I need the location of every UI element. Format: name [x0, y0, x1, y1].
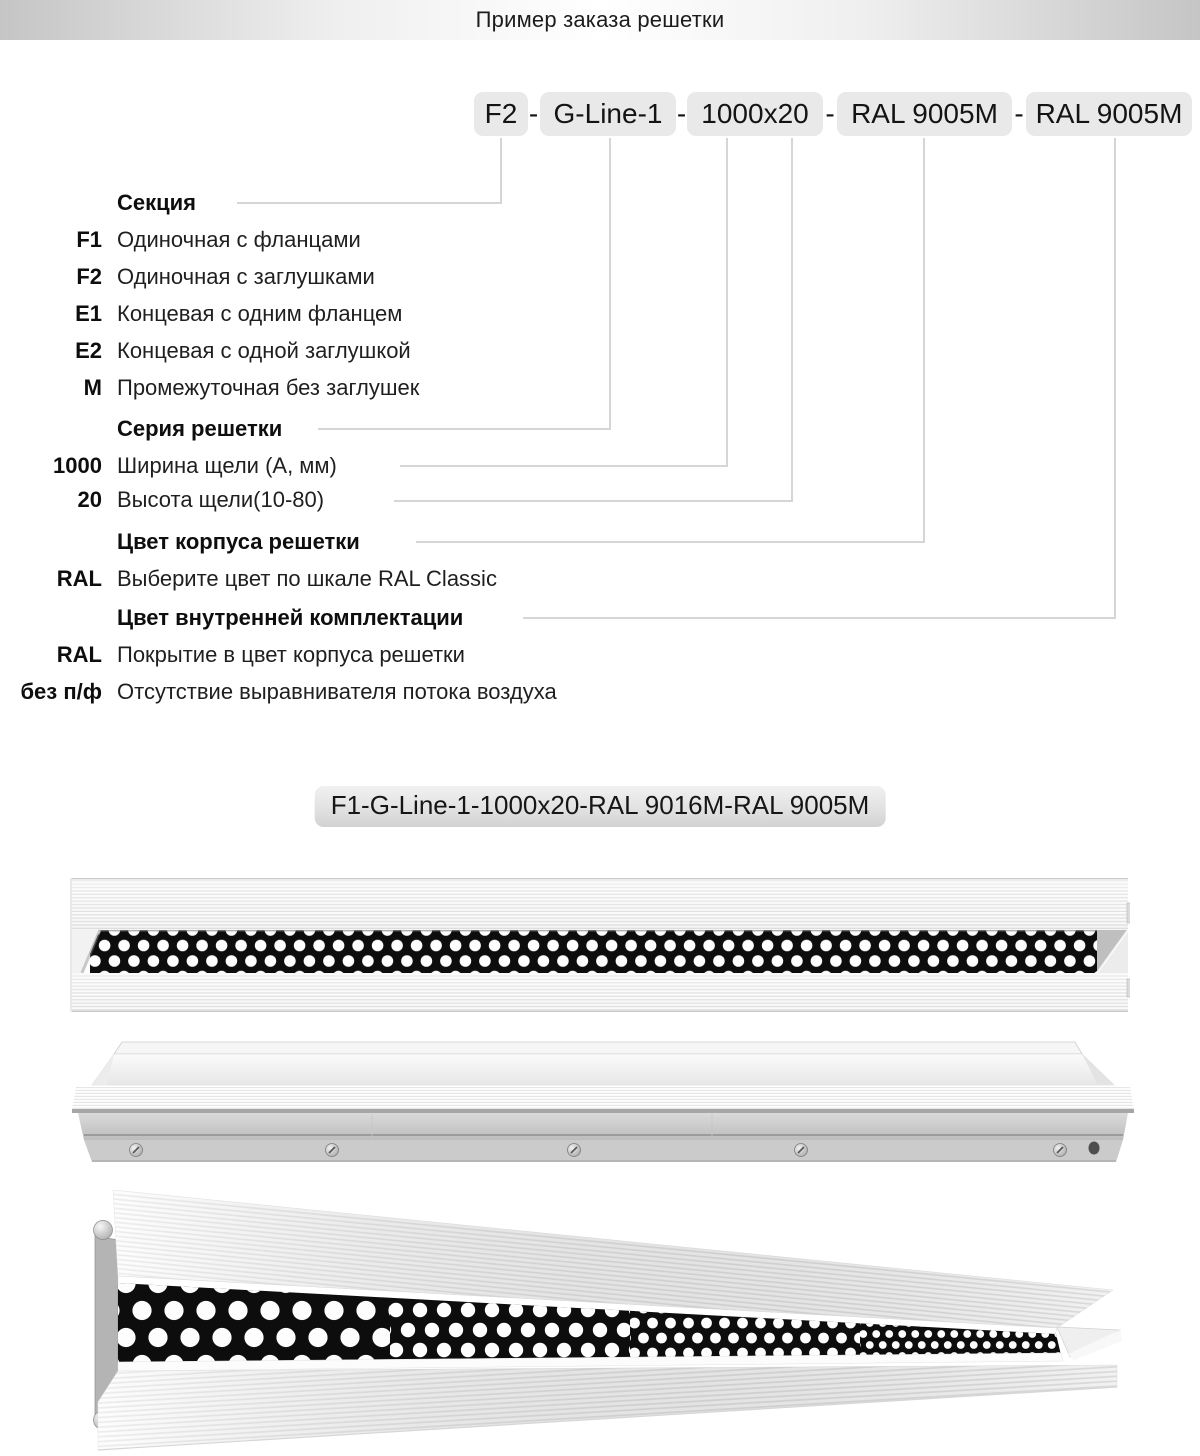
end-cap-right-wedge: [1057, 1327, 1122, 1360]
legend: [0, 184, 700, 710]
connector-width-vline: [726, 138, 728, 467]
grille-perspective-view-image: [60, 1190, 1145, 1454]
screw-icon: [326, 1144, 339, 1157]
legend-label: Промежуточная без заглушек: [117, 374, 420, 400]
ribbed-frame-bottom: [72, 973, 1128, 1012]
code-part-series: G-Line-1: [540, 92, 676, 136]
legend-row-width: [0, 447, 700, 484]
legend-code: M: [83, 374, 102, 400]
grille-front-view-figure: [70, 878, 1130, 1014]
legend-row-ral-inner: [0, 636, 700, 673]
legend-row-ral-body: [0, 560, 700, 597]
bottom-strip: [84, 1140, 1123, 1162]
code-part-section: F2: [474, 92, 528, 136]
code-separator: -: [676, 98, 687, 129]
legend-code: без п/ф: [20, 678, 102, 704]
legend-label: Одиночная с фланцами: [117, 226, 361, 252]
legend-code: E2: [75, 337, 102, 363]
code-part-inner-color: RAL 9005M: [1026, 92, 1192, 136]
metal-body: [78, 1113, 1128, 1140]
legend-row-f2: [0, 258, 700, 295]
grille-underside-view-figure: [72, 1040, 1134, 1164]
header-band: [0, 0, 1200, 40]
code-separator: -: [1014, 98, 1024, 129]
end-cap-right: [1097, 930, 1128, 973]
legend-row-m: [0, 369, 700, 406]
legend-row-f1: [0, 221, 700, 258]
legend-row-no-flow: [0, 673, 700, 710]
legend-code: F1: [76, 226, 102, 252]
legend-label: Секция: [117, 189, 197, 215]
legend-label: Серия решетки: [117, 415, 283, 441]
screw-icon: [94, 1221, 113, 1240]
mounting-hole: [1089, 1142, 1100, 1155]
connector-innercolor-vline: [1114, 138, 1116, 619]
channel-interior: [92, 1054, 1114, 1085]
connector-bodycolor-vline: [923, 138, 925, 543]
legend-code: 1000: [53, 452, 102, 478]
channel-back-edge: [114, 1042, 1082, 1054]
legend-code: 20: [77, 486, 102, 512]
code-separator: -: [528, 98, 539, 129]
screw-icon: [130, 1144, 143, 1157]
legend-label: Одиночная с заглушками: [117, 263, 375, 289]
page-title: Пример заказа решетки: [475, 7, 725, 32]
legend-label: Выберите цвет по шкале RAL Classic: [117, 565, 497, 591]
legend-code: RAL: [56, 641, 102, 667]
perforated-insert: [90, 930, 1110, 973]
code-part-body-color: RAL 9005M: [837, 92, 1012, 136]
screw-icon: [568, 1144, 581, 1157]
legend-label: Цвет внутренней комплектации: [117, 604, 464, 630]
grille-perspective-view-figure: [60, 1190, 1145, 1454]
ribbed-flange-bottom: [98, 1365, 1117, 1450]
legend-header-section: [0, 184, 700, 221]
grille-front-view-image: [70, 878, 1130, 1014]
legend-label: Ширина щели (А, мм): [117, 452, 337, 478]
grille-underside-view-image: [72, 1040, 1134, 1164]
legend-row-height: [0, 481, 700, 518]
screw-icon: [1054, 1144, 1067, 1157]
legend-header-series: [0, 410, 700, 447]
connector-height-vline: [791, 138, 793, 502]
legend-label: Концевая с одним фланцем: [117, 300, 403, 326]
legend-row-e2: [0, 332, 700, 369]
legend-code: F2: [76, 263, 102, 289]
legend-label: Высота щели(10-80): [117, 486, 325, 512]
example-code-box: F1-G-Line-1-1000x20-RAL 9016M-RAL 9005M: [315, 786, 886, 827]
legend-label: Цвет корпуса решетки: [117, 528, 360, 554]
legend-label: Покрытие в цвет корпуса решетки: [117, 641, 465, 667]
code-separator: -: [825, 98, 835, 129]
legend-code: RAL: [56, 565, 102, 591]
ribbed-frame-top: [72, 878, 1128, 930]
screw-icon: [795, 1144, 808, 1157]
legend-row-e1: [0, 295, 700, 332]
code-part-size: 1000x20: [687, 92, 823, 136]
legend-header-inner-color: [0, 599, 700, 636]
legend-header-body-color: [0, 523, 700, 560]
ribbed-flange: [72, 1087, 1134, 1113]
legend-label: Отсутствие выравнивателя потока воздуха: [117, 678, 557, 704]
legend-label: Концевая с одной заглушкой: [117, 337, 411, 363]
legend-code: E1: [75, 300, 102, 326]
